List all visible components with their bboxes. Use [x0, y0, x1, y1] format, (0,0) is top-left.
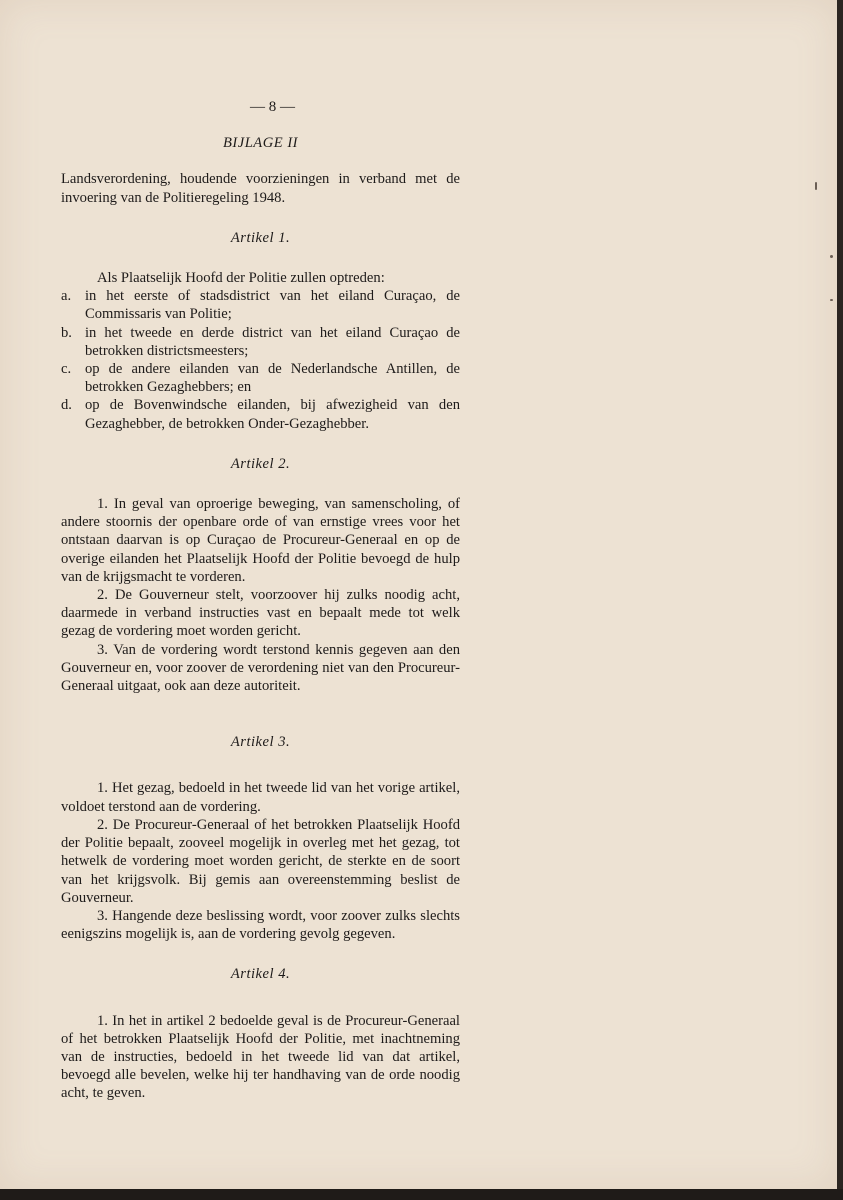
article-2-paragraph-3: 3. Van de vordering wordt terstond kennis gegeven aan den Gouverneur en, voor zoover de verordening niet van den Procureur-Generaal uitgaat, ook aan deze autoriteit.: [61, 641, 460, 695]
article-1-item-a: [61, 287, 460, 323]
item-text: in het eerste of stadsdistrict van het eiland Curaçao, de Commissaris van Politie;: [85, 288, 460, 323]
article-3-paragraph-1: 1. Het gezag, bedoeld in het tweede lid van het vorige artikel, voldoet terstond aan de vordering.: [61, 780, 460, 815]
ordinance-title: Landsverordening, houdende voorzieningen in verband met de invoering van de Politieregeling 1948.: [61, 171, 460, 206]
article-1-intro: Als Plaatselijk Hoofd der Politie zullen optreden:: [97, 270, 385, 287]
item-text: op de Bovenwindsche eilanden, bij afwezigheid van den Gezaghebber, de betrokken Onder-Gezaghebber.: [85, 397, 460, 432]
item-marker: b.: [61, 324, 72, 341]
article-2-paragraph-2: 2. De Gouverneur stelt, voorzoover hij zulks noodig acht, daarmede in verband instructies vast en bepaalt mede tot welk gezag de vordering moet worden gericht.: [61, 587, 460, 640]
article-2-heading: Artikel 2.: [230, 455, 291, 472]
paper-speck: [815, 182, 817, 190]
article-4-paragraph-1: 1. In het in artikel 2 bedoelde geval is de Procureur-Generaal of het betrokken Plaatselijk Hoofd der Politie, met inachtneming van de instructies, bedoeld in het tweede lid van dat artikel, bevoegd alle bevelen, welke hij ter handhaving van de orde noodig acht, te geven.: [61, 1012, 460, 1102]
annex-title: BIJLAGE II: [222, 135, 299, 152]
item-text: in het tweede en derde district van het eiland Curaçao de betrokken districtsmeesters;: [85, 324, 460, 359]
document-text: [61, 98, 460, 1103]
article-4-heading: Artikel 4.: [230, 966, 291, 983]
article-1-heading: Artikel 1.: [230, 229, 291, 246]
item-marker: d.: [61, 397, 72, 414]
article-1-item-d: [61, 396, 460, 432]
article-1-item-c: [61, 360, 460, 396]
paper-speck: [830, 255, 833, 258]
article-3-paragraph-2: 2. De Procureur-Generaal of het betrokken Plaatselijk Hoofd der Politie bepaalt, zooveel mogelijk in overleg met het gezag, tot hetwelk de vordering moet worden gericht, de sterkte en de soort van het krijgsvolk. Bij gemis aan overeenstemming beslist de Gouverneur.: [61, 816, 460, 906]
scan-edge-bottom: [0, 1189, 843, 1200]
article-2-paragraph-1: 1. In geval van oproerige beweging, van samenscholing, of andere stoornis der openbare orde of van ernstige vrees voor het ontstaan daarvan is op Curaçao de Procureur-Generaal en op de overige eilanden het Plaatselijk Hoofd der Politie bevoegd de hulp van de krijgsmacht te vorderen.: [61, 496, 460, 585]
page-number: — 8 —: [250, 99, 295, 115]
item-marker: c.: [61, 361, 72, 378]
article-1-item-b: [61, 324, 460, 360]
article-3-heading: Artikel 3.: [230, 734, 291, 751]
paper-speck: [830, 299, 833, 301]
article-3-paragraph-3: 3. Hangende deze beslissing wordt, voor zoover zulks slechts eenigszins mogelijk is, aan de vordering gevolg gegeven.: [61, 907, 460, 943]
scan-edge-right: [837, 0, 843, 1189]
item-text: op de andere eilanden van de Nederlandsche Antillen, de betrokken Gezaghebbers; en: [85, 361, 460, 396]
item-marker: a.: [61, 288, 72, 305]
